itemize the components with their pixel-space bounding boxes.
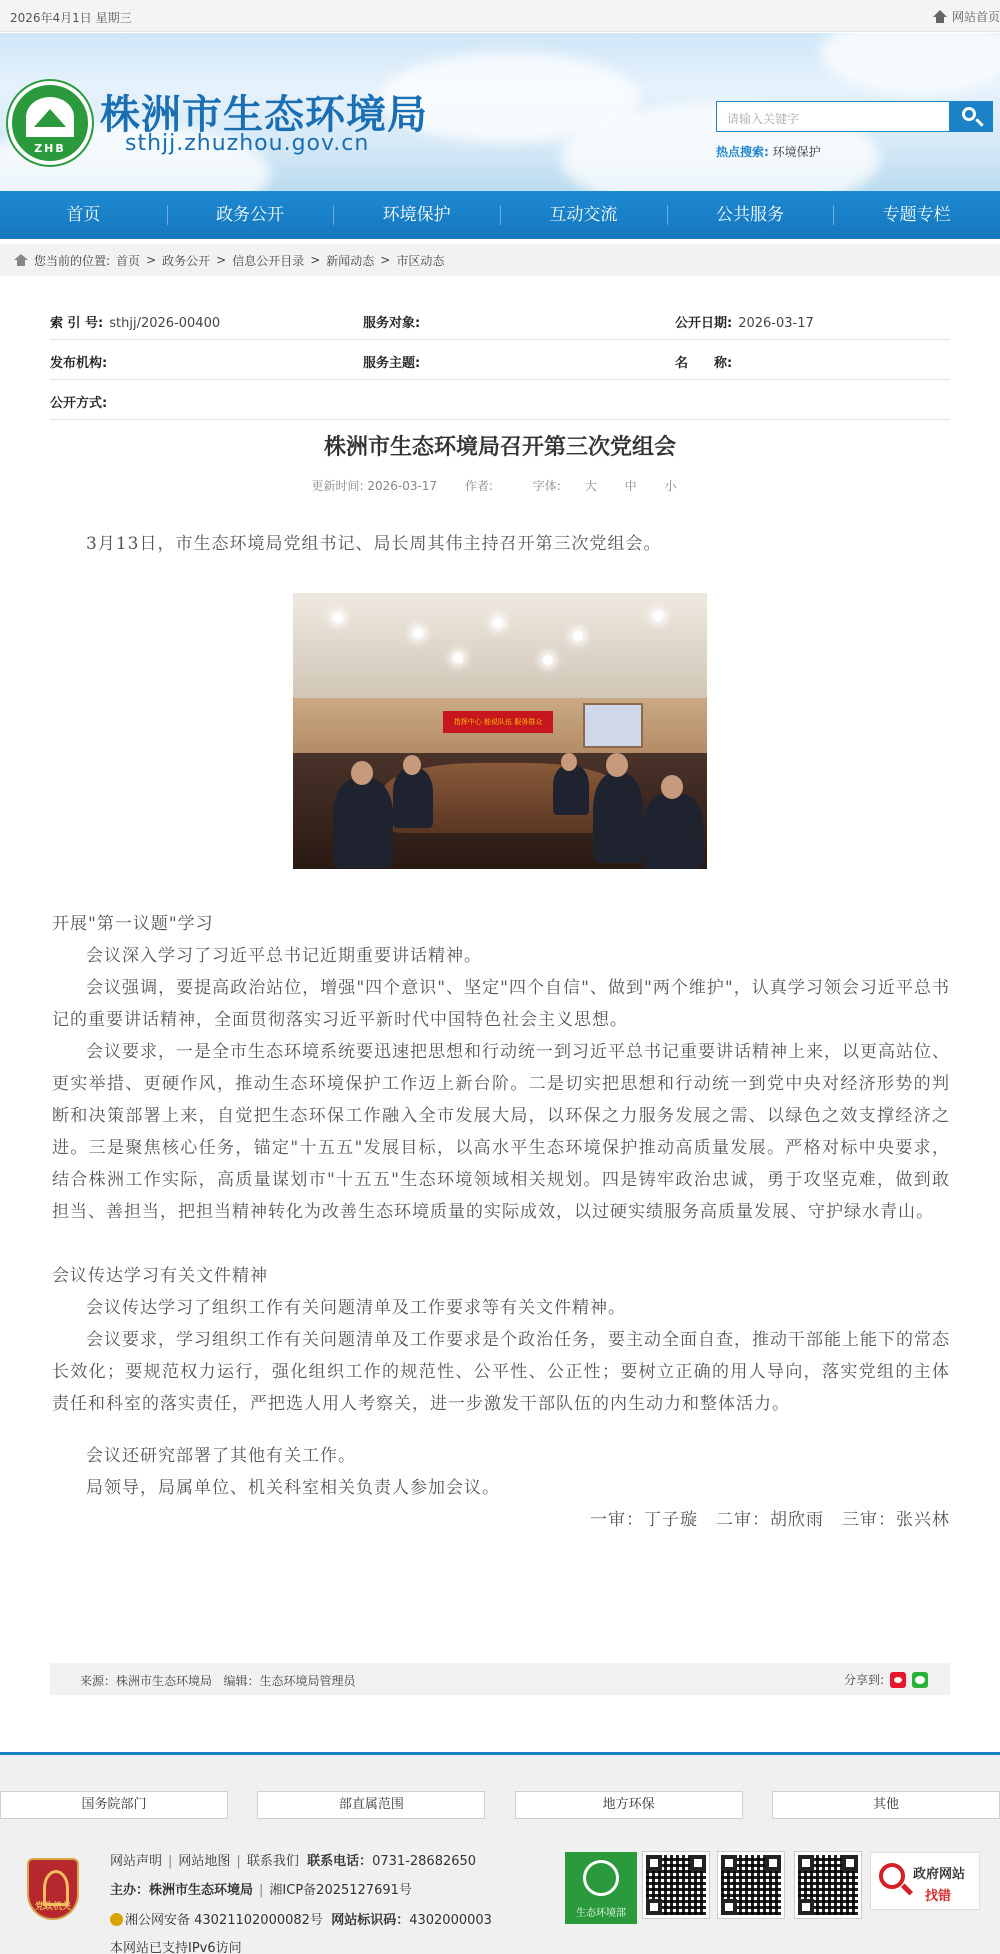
hot-search (716, 143, 821, 160)
magnifier-icon (879, 1863, 905, 1889)
article-subinfo (0, 477, 1000, 494)
header-cloud (820, 33, 1000, 93)
police-badge-icon (110, 1913, 123, 1926)
qr-code-icon (795, 1852, 861, 1918)
site-home-label: 网站首页 (951, 10, 1000, 24)
gov-site-find-error-button[interactable] (870, 1852, 980, 1910)
footer-nav: 网站声明 | 网站地图 | 联系我们 联系电话：0731-28682650 (110, 1854, 477, 1869)
paragraph: 会议强调，要提高政治站位，增强"四个意识"、坚定"四个自信"、做到"两个维护"，认真学习领会习近平总书记的重要讲话精神，全面贯彻落实习近平新时代中国特色社会主义思想。 (52, 978, 950, 1030)
paragraph: 会议要求，一是全市生态环境系统要迅速把思想和行动统一到习近平总书记重要讲话精神上来，以更高站位、更实举措、更硬作风，推动生态环境保护工作迈上新台阶。二是切实把思想和行动统一到党中央对经济形势的判断和决策部署上来，自觉把生态环保工作融入全市发展大局，以环保之力服务发展之需、以绿色之效支撑经济之进。三是聚焦核心任务，锚定"十五五"发展目标，以高水平生态环境保护推动高质量发展。严格对标中央要求，结合株洲工作实际，高质量谋划市"十五五"生态环境领域相关规划。四是铸牢政治忠诚，勇于攻坚克难，做到敢担当、善担当，把担当精神转化为改善生态环境质量的实际成效，以过硬实绩服务高质量发展、守护绿水青山。 (52, 1042, 950, 1222)
review-credits: 一审：丁子璇 二审：胡欣雨 三审：张兴林 (590, 1510, 950, 1530)
paragraph: 局领导，局属单位、机关科室相关负责人参加会议。 (86, 1478, 500, 1498)
article-lead (52, 528, 950, 560)
meta-key: 公开日期: (675, 316, 733, 331)
hot-search-label: 热点搜索: (716, 145, 769, 159)
party-gov-seal-text: 党政机关 (34, 1902, 71, 1912)
icp-number[interactable]: 湘ICP备2025127691号 (269, 1883, 412, 1898)
nav-item-special-topics[interactable]: 专题专栏 (833, 191, 1000, 239)
footer-link-sitemap[interactable]: 网站地图 (178, 1854, 231, 1869)
site-code-label: 网站标识码： (331, 1913, 410, 1928)
update-time: 更新时间: 2026-03-17 (311, 479, 438, 493)
site-header (0, 33, 1000, 191)
document-meta (50, 300, 950, 420)
meta-row (50, 300, 950, 340)
section-heading: 开展"第一议题"学习 (52, 914, 214, 934)
meta-method (50, 392, 113, 411)
find-error-title: 政府网站 (913, 1867, 966, 1882)
site-code: 4302000003 (409, 1913, 492, 1928)
editor-label: 编辑：生态环境局管理员 (223, 1674, 356, 1688)
qr-code-icon (643, 1852, 709, 1918)
nav-item-public-service[interactable]: 公共服务 (667, 191, 834, 239)
ipv6-note: 本网站已支持IPv6访问 (110, 1941, 242, 1954)
breadcrumb-prefix: 您当前的位置: (34, 253, 111, 268)
breadcrumb-sep: > (310, 253, 321, 267)
phone-number: 0731-28682650 (372, 1854, 477, 1869)
breadcrumb-item[interactable]: 市区动态 (396, 253, 445, 268)
search-input[interactable]: 请输入关键字 (716, 101, 950, 132)
link-select-state-council[interactable]: 国务院部门 (0, 1791, 228, 1819)
site-footer (0, 1755, 1000, 1954)
section-heading: 会议传达学习有关文件精神 (52, 1266, 268, 1286)
meta-key: 服务主题: (363, 356, 421, 371)
meta-row (50, 380, 950, 420)
footer-link-statement[interactable]: 网站声明 (110, 1854, 163, 1869)
meta-topic (363, 352, 426, 371)
font-size-control (521, 479, 689, 493)
font-size-large-button[interactable]: 大 (584, 479, 597, 493)
footer-sponsor: 主办：株洲市生态环境局 | 湘ICP备2025127691号 (110, 1883, 412, 1898)
meta-index (50, 312, 220, 331)
logo-text: ZHB (34, 142, 66, 155)
footer-security (110, 1909, 492, 1928)
breadcrumb-item[interactable]: 首页 (116, 253, 141, 268)
mee-logo-text: 生态环境部 (576, 1908, 626, 1919)
mee-logo[interactable] (565, 1852, 637, 1924)
site-domain: sthjj.zhuzhou.gov.cn (125, 131, 370, 156)
hot-search-keyword[interactable]: 环境保护 (772, 145, 821, 159)
meta-key: 索 引 号: (50, 316, 104, 331)
link-select-local-ep[interactable]: 地方环保 (515, 1791, 743, 1819)
search-button[interactable] (950, 101, 993, 132)
site-home-link[interactable] (932, 8, 1000, 25)
font-size-small-button[interactable]: 小 (664, 479, 677, 493)
source-label: 来源：株洲市生态环境局 (80, 1674, 213, 1688)
friend-links (0, 1791, 1000, 1819)
party-gov-seal-icon[interactable] (27, 1858, 79, 1920)
meta-key: 服务对象: (363, 316, 421, 331)
paragraph: 会议深入学习了习近平总书记近期重要讲话精神。 (86, 946, 482, 966)
nav-item-home[interactable]: 首页 (66, 205, 101, 225)
meta-name (675, 352, 738, 371)
breadcrumb-sep: > (146, 253, 157, 267)
wechat-icon[interactable] (912, 1672, 928, 1688)
meta-row (50, 340, 950, 380)
police-record[interactable]: 湘公网安备 43021102000082号 (125, 1913, 323, 1928)
author: 作者: (464, 479, 493, 493)
photo-banner (443, 711, 553, 733)
sponsor-name: 株洲市生态环境局 (149, 1883, 254, 1898)
paragraph: 会议要求，学习组织工作有关问题清单及工作要求是个政治任务，要主动全面自查，推动干部能上能下的常态长效化；要规范权力运行，强化组织工作的规范性、公平性、公正性；要树立正确的用人导向，落实党组的主体责任和科室的落实责任，严把选人用人考察关，进一步激发干部队伍的内生动力和整体活力。 (52, 1330, 950, 1414)
top-bar (0, 0, 1000, 32)
meta-pubdate (675, 312, 814, 331)
nav-item-interaction[interactable]: 互动交流 (500, 191, 667, 239)
meeting-photo (293, 593, 707, 869)
nav-item-government-affairs[interactable]: 政务公开 (167, 191, 334, 239)
breadcrumb-sep: > (380, 253, 391, 267)
site-title[interactable]: 株洲市生态环境局 (100, 92, 428, 138)
breadcrumb-item[interactable]: 新闻动态 (326, 253, 375, 268)
footer-link-contact[interactable]: 联系我们 (246, 1854, 299, 1869)
meta-value: sthjj/2026-00400 (109, 316, 221, 331)
home-icon (932, 10, 948, 24)
meta-value: 2026-03-17 (738, 316, 814, 331)
meta-key: 发布机构: (50, 356, 108, 371)
qr-code-icon (718, 1852, 784, 1918)
sponsor-label: 主办： (110, 1883, 150, 1898)
current-date: 2026年4月1日 星期三 (10, 11, 132, 25)
find-error-sub: 找错 (925, 1889, 952, 1904)
link-select-other[interactable]: 其他 (772, 1791, 1000, 1819)
breadcrumb-item[interactable]: 政务公开 (162, 253, 211, 268)
breadcrumb (0, 244, 1000, 276)
article-title: 株洲市生态环境局召开第三次党组会 (323, 435, 676, 460)
weibo-icon[interactable] (890, 1672, 906, 1688)
paragraph: 3月13日，市生态环境局党组书记、局长周其伟主持召开第三次党组会。 (86, 534, 662, 554)
article-body (52, 908, 950, 1536)
link-select-ministry[interactable]: 部直属范围 (257, 1791, 485, 1819)
meta-issuer (50, 352, 113, 371)
search-icon (962, 107, 976, 121)
home-icon (14, 254, 28, 266)
phone-label: 联系电话： (307, 1854, 373, 1869)
source-bar (50, 1663, 950, 1695)
share-label: 分享到: (843, 1673, 884, 1687)
breadcrumb-item[interactable]: 信息公开目录 (232, 253, 305, 268)
source-info (80, 1672, 355, 1689)
site-logo[interactable] (8, 81, 92, 165)
share-tools (844, 1671, 928, 1688)
breadcrumb-sep: > (216, 253, 227, 267)
meta-key: 名 称: (675, 356, 733, 371)
photo-banner-text: 指挥中心 能说队伍 服务群众 (453, 718, 543, 726)
paragraph: 会议传达学习了组织工作有关问题清单及工作要求等有关文件精神。 (86, 1298, 626, 1318)
nav-item-environment[interactable]: 环境保护 (333, 191, 500, 239)
main-nav (0, 191, 1000, 239)
font-size-medium-button[interactable]: 中 (624, 479, 637, 493)
font-size-label: 字体: (532, 479, 561, 493)
meta-key: 公开方式: (50, 396, 108, 411)
paragraph: 会议还研究部署了其他有关工作。 (86, 1446, 356, 1466)
meta-audience (363, 312, 426, 331)
